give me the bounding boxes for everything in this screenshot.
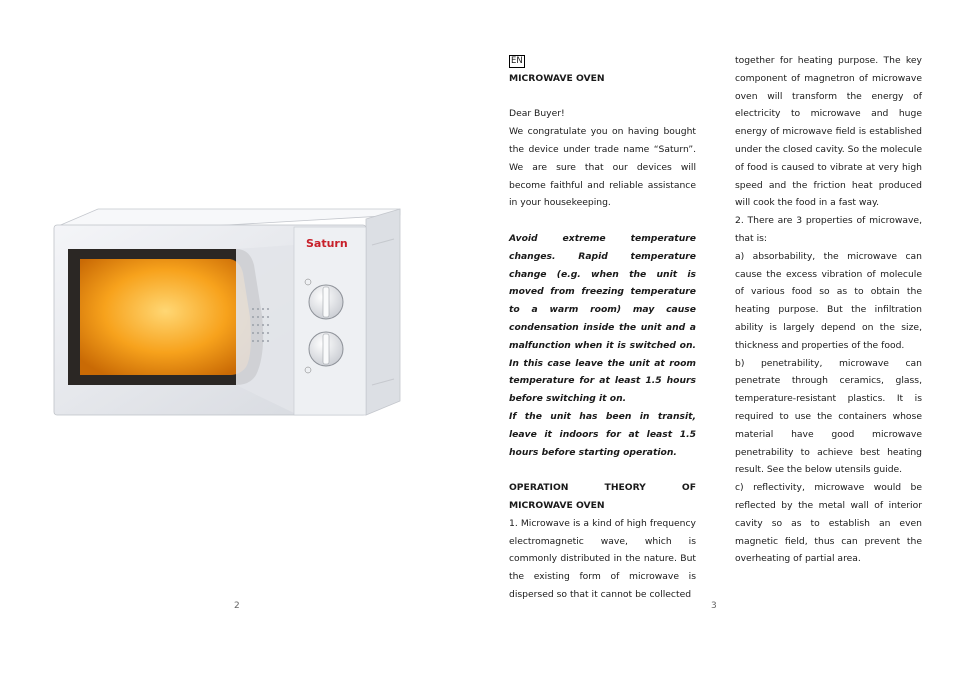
oven-window [80,259,251,375]
page-number-right: 3 [711,601,717,611]
page-number-left: 2 [234,601,240,611]
microwave-oven-illustration [50,205,404,417]
power-knob [309,285,343,319]
document-title: MICROWAVE OVEN [509,72,605,84]
timer-knob [309,332,343,366]
property-absorbability: a) absorbability, the microwave can cause the excess vibration of molecule of various food so as to obtain the heating purpose. But the infiltration ability is largely depend on the size, thickness and properties of the food. [735,250,922,351]
intro-paragraph: We congratulate you on having bought the device under trade name “Saturn”. We are sure that our devices will become faithful and reliable assistance in your housekeeping. [509,126,696,209]
property-reflectivity: c) reflectivity, microwave would be reflected by the metal wall of interior cavity so as to establish an even magnetic field, thus can prevent the overheating of partial area. [735,482,922,565]
brand-logo: Saturn [306,237,348,250]
theory-paragraph-1: 1. Microwave is a kind of high frequency electromagnetic wave, which is commonly distributed in the nature. But the existing form of microwave is dispersed so that it cannot be collected [509,517,696,600]
language-badge: EN [511,56,523,66]
greeting: Dear Buyer! [509,108,565,120]
theory-paragraph-1-cont: together for heating purpose. The key component of magnetron of microwave oven will transform the energy of electricity to microwave and huge energy of microwave field is established under the closed cavity. So the molecule of food is caused to vibrate at very high speed and the friction heat produced will cook the food in a fast way. [735,55,922,209]
text-column-2 [735,52,922,568]
property-penetrability: b) penetrability, microwave can penetrate through ceramics, glass, temperature-resistant plastics. It is required to use the containers whose material have good microwave penetrability to achieve best heating result. See the below utensils guide. [735,357,922,476]
properties-intro: 2. There are 3 properties of microwave, that is: [735,215,922,244]
warning-transit: If the unit has been in transit, leave it indoors for at least 1.5 hours before starting operation. [509,410,696,458]
warning-temperature: Avoid extreme temperature changes. Rapid temperature change (e.g. when the unit is moved from freezing temperature to a warm room) may cause condensation inside the unit and a malfunction when it is switched on. In this case leave the unit at room temperature for at least 1.5 hours before switching it on. [509,232,696,405]
section-heading-theory: OPERATION THEORY OF MICROWAVE OVEN [509,482,696,511]
text-column-1 [509,52,696,604]
